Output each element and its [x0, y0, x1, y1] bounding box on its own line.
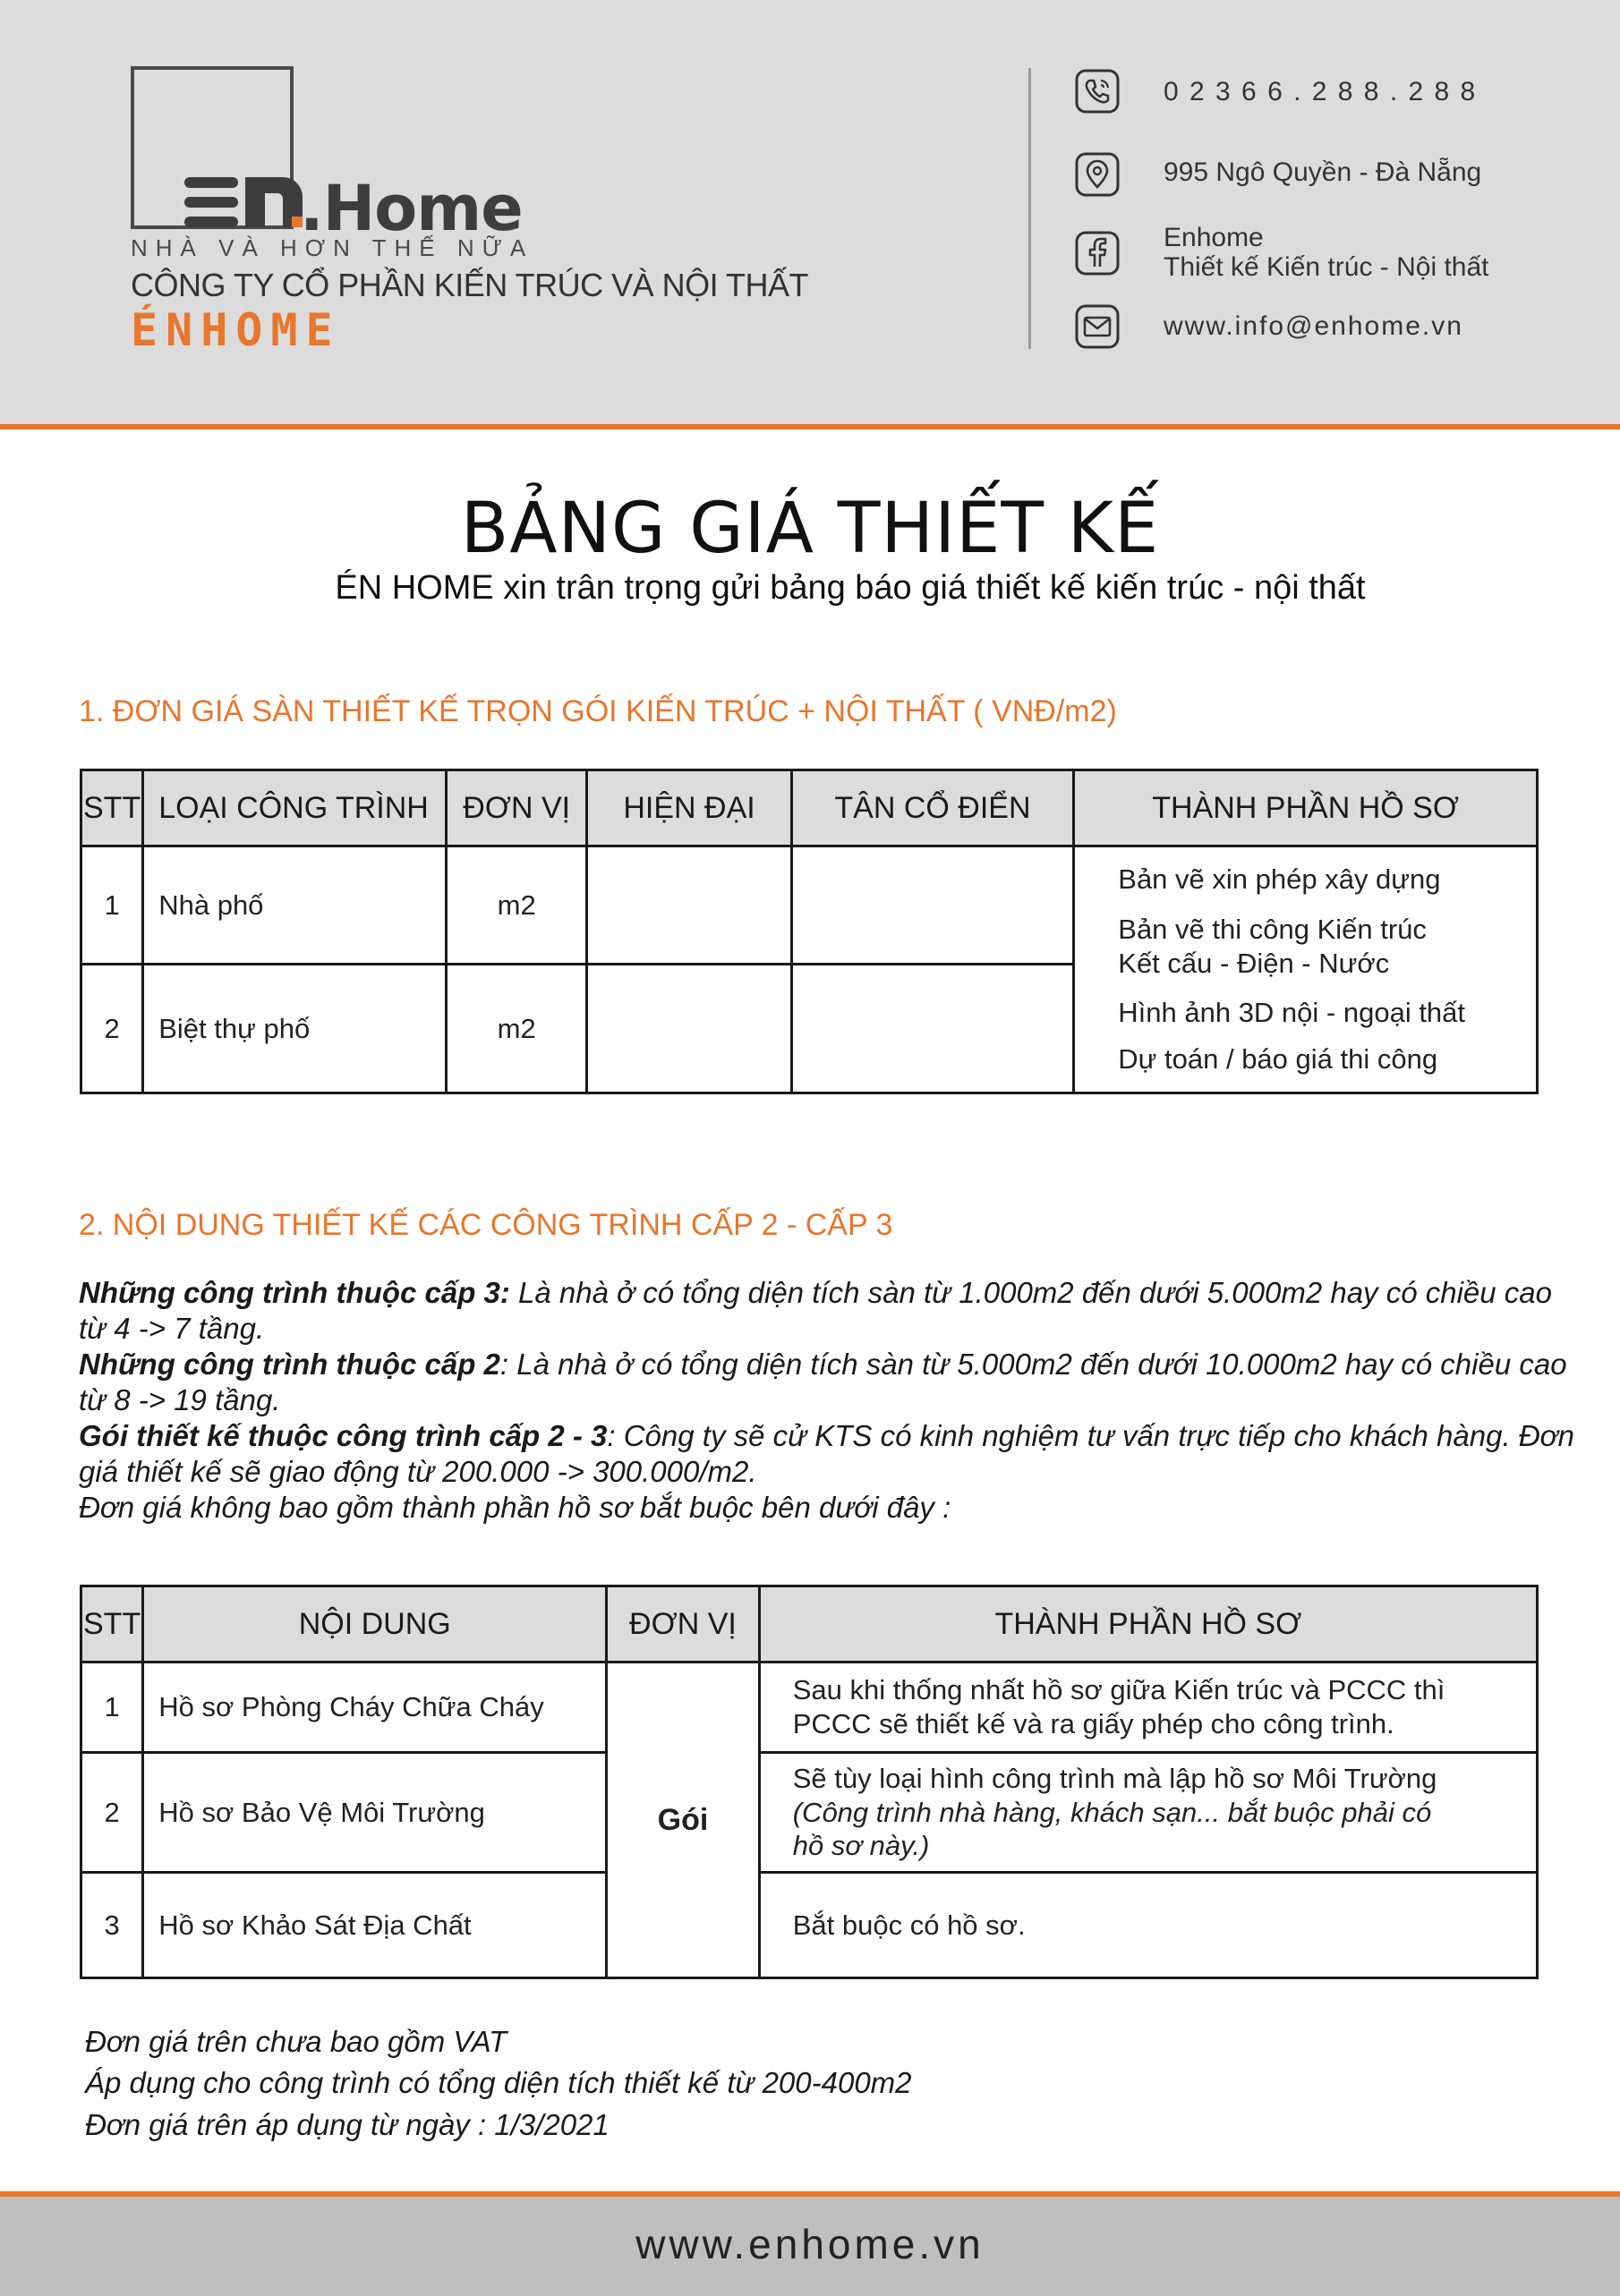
document-item: Kết cấu - Điện - Nước: [1118, 947, 1390, 979]
row-stt: 2: [81, 1753, 143, 1873]
row-neoclassic-price: [791, 846, 1074, 965]
col-documents: THÀNH PHẦN HỒ SƠ: [1074, 770, 1538, 846]
grade3-text: Là nhà ở có tổng diện tích sàn từ 1.000m2 đến dưới 5.000m2 hay có chiều cao từ 4 -> 7 tầng.: [79, 1276, 1553, 1345]
section2-description: [79, 1275, 1582, 1526]
footer-website[interactable]: www.enhome.vn: [635, 2221, 985, 2267]
col-unit: ĐƠN VỊ: [446, 770, 587, 846]
header: [0, 0, 1620, 429]
facebook-icon: [1075, 231, 1120, 276]
footer: [0, 2191, 1620, 2296]
row-documents: [759, 1873, 1537, 1978]
document-item: Hình ảnh 3D nội - ngoại thất: [1118, 997, 1466, 1029]
documents-list: [1074, 846, 1538, 1093]
documents-table: [80, 1585, 1539, 1979]
row-unit: m2: [446, 965, 587, 1093]
document-line: Sau khi thống nhất hồ sơ giữa Kiến trúc và PCCC thì: [792, 1674, 1445, 1706]
price-table: [80, 769, 1539, 1094]
row-modern-price: [587, 846, 791, 965]
document-line: Bắt buộc có hồ sơ.: [792, 1909, 1026, 1941]
col-type: LOẠI CÔNG TRÌNH: [143, 770, 447, 846]
row-documents: [759, 1662, 1537, 1753]
row-unit: m2: [446, 846, 587, 965]
row-modern-price: [587, 965, 791, 1093]
document-line: Sẽ tùy loại hình công trình mà lập hồ sơ Môi Trường: [792, 1762, 1437, 1794]
facebook-page[interactable]: [1164, 223, 1489, 282]
document-line: (Công trình nhà hàng, khách sạn... bắt buộc phải có: [792, 1796, 1432, 1828]
address: 995 Ngô Quyền - Đà Nẵng: [1164, 157, 1482, 187]
row-stt: 3: [81, 1873, 143, 1978]
facebook-desc: Thiết kế Kiến trúc - Nội thất: [1164, 252, 1489, 282]
logo-text: .Home: [300, 172, 523, 245]
table-row: [81, 1873, 1538, 1978]
note-area: Áp dụng cho công trình có tổng diện tích thiết kế từ 200-400m2: [85, 2066, 912, 2099]
exclusion-paragraph: Đơn giá không bao gồm thành phần hồ sơ bắt buộc bên dưới đây :: [79, 1491, 951, 1524]
company-name: CÔNG TY CỔ PHẦN KIẾN TRÚC VÀ NỘI THẤT: [131, 267, 808, 303]
table-row: [81, 1753, 1538, 1873]
row-content: Hồ sơ Khảo Sát Địa Chất: [143, 1873, 607, 1978]
phone-icon: [1075, 69, 1120, 114]
row-neoclassic-price: [791, 965, 1074, 1093]
col-documents: THÀNH PHẦN HỒ SƠ: [759, 1586, 1537, 1662]
table-header-row: [81, 1586, 1538, 1662]
col-modern: HIỆN ĐẠI: [587, 770, 791, 846]
logo-mark-icon: [184, 177, 303, 227]
row-documents: [759, 1753, 1537, 1873]
row-type: Biệt thự phố: [143, 965, 447, 1093]
row-type: Nhà phố: [143, 846, 447, 965]
row-stt: 1: [81, 846, 143, 965]
row-stt: 2: [81, 965, 143, 1093]
grade2-paragraph: [79, 1347, 1582, 1418]
package-label: Gói thiết kế thuộc công trình cấp 2 - 3: [79, 1419, 608, 1452]
grade2-text: : Là nhà ở có tổng diện tích sàn từ 5.000m2 đến dưới 10.000m2 hay có chiều cao từ 8 -> 19 tầng.: [79, 1348, 1567, 1416]
row-content: Hồ sơ Phòng Cháy Chữa Cháy: [143, 1662, 607, 1753]
facebook-name: Enhome: [1164, 223, 1264, 252]
header-divider: [1028, 68, 1031, 349]
table-header-row: [81, 770, 1538, 846]
package-text: : Công ty sẽ cử KTS có kinh nghiệm tư vấn trực tiếp cho khách hàng. Đơn giá thiết kế sẽ giao động từ 200.000 -> 300.000/m2.: [79, 1419, 1574, 1488]
col-stt: STT: [81, 770, 143, 846]
note-vat: Đơn giá trên chưa bao gồm VAT: [85, 2025, 507, 2058]
package-paragraph: [79, 1418, 1582, 1490]
col-stt: STT: [81, 1586, 143, 1662]
grade2-label: Những công trình thuộc cấp 2: [79, 1348, 500, 1381]
phone-number[interactable]: 0 2 3 6 6 . 2 8 8 . 2 8 8: [1164, 77, 1478, 106]
brand-name: ÉNHOME: [131, 304, 341, 356]
page-title: BẢNG GIÁ THIẾT KẾ: [460, 489, 1160, 569]
document-item: Dự toán / báo giá thi công: [1118, 1043, 1438, 1076]
col-neoclassic: TÂN CỔ ĐIỂN: [791, 770, 1074, 846]
grade3-label: Những công trình thuộc cấp 3:: [79, 1276, 510, 1309]
page-subtitle: ÉN HOME xin trân trọng gửi bảng báo giá thiết kế kiến trúc - nội thất: [335, 569, 1366, 607]
tagline: NHÀ VÀ HƠN THẾ NỮA: [131, 234, 534, 261]
section2-title: 2. NỘI DUNG THIẾT KẾ CÁC CÔNG TRÌNH CẤP 2 - CẤP 3: [79, 1208, 893, 1242]
document-item: Bản vẽ thi công Kiến trúc: [1118, 913, 1427, 945]
unit-package: Gói: [607, 1662, 760, 1978]
col-unit: ĐƠN VỊ: [607, 1586, 760, 1662]
table-row: [81, 846, 1538, 965]
mail-icon: [1075, 304, 1120, 349]
grade3-paragraph: [79, 1275, 1582, 1347]
section1-title: 1. ĐƠN GIÁ SÀN THIẾT KẾ TRỌN GÓI KIẾN TRÚC + NỘI THẤT ( VNĐ/m2): [79, 694, 1117, 728]
document-item: Bản vẽ xin phép xây dựng: [1118, 863, 1441, 895]
col-content: NỘI DUNG: [143, 1586, 607, 1662]
website-email[interactable]: www.info@enhome.vn: [1164, 311, 1463, 341]
location-icon: [1075, 152, 1120, 197]
note-date: Đơn giá trên áp dụng từ ngày : 1/3/2021: [85, 2108, 610, 2141]
row-content: Hồ sơ Bảo Vệ Môi Trường: [143, 1753, 607, 1873]
document-line: PCCC sẽ thiết kế và ra giấy phép cho công trình.: [792, 1708, 1394, 1739]
table-row: [81, 1662, 1538, 1753]
row-stt: 1: [81, 1662, 143, 1753]
document-line: hồ sơ này.): [792, 1830, 930, 1862]
